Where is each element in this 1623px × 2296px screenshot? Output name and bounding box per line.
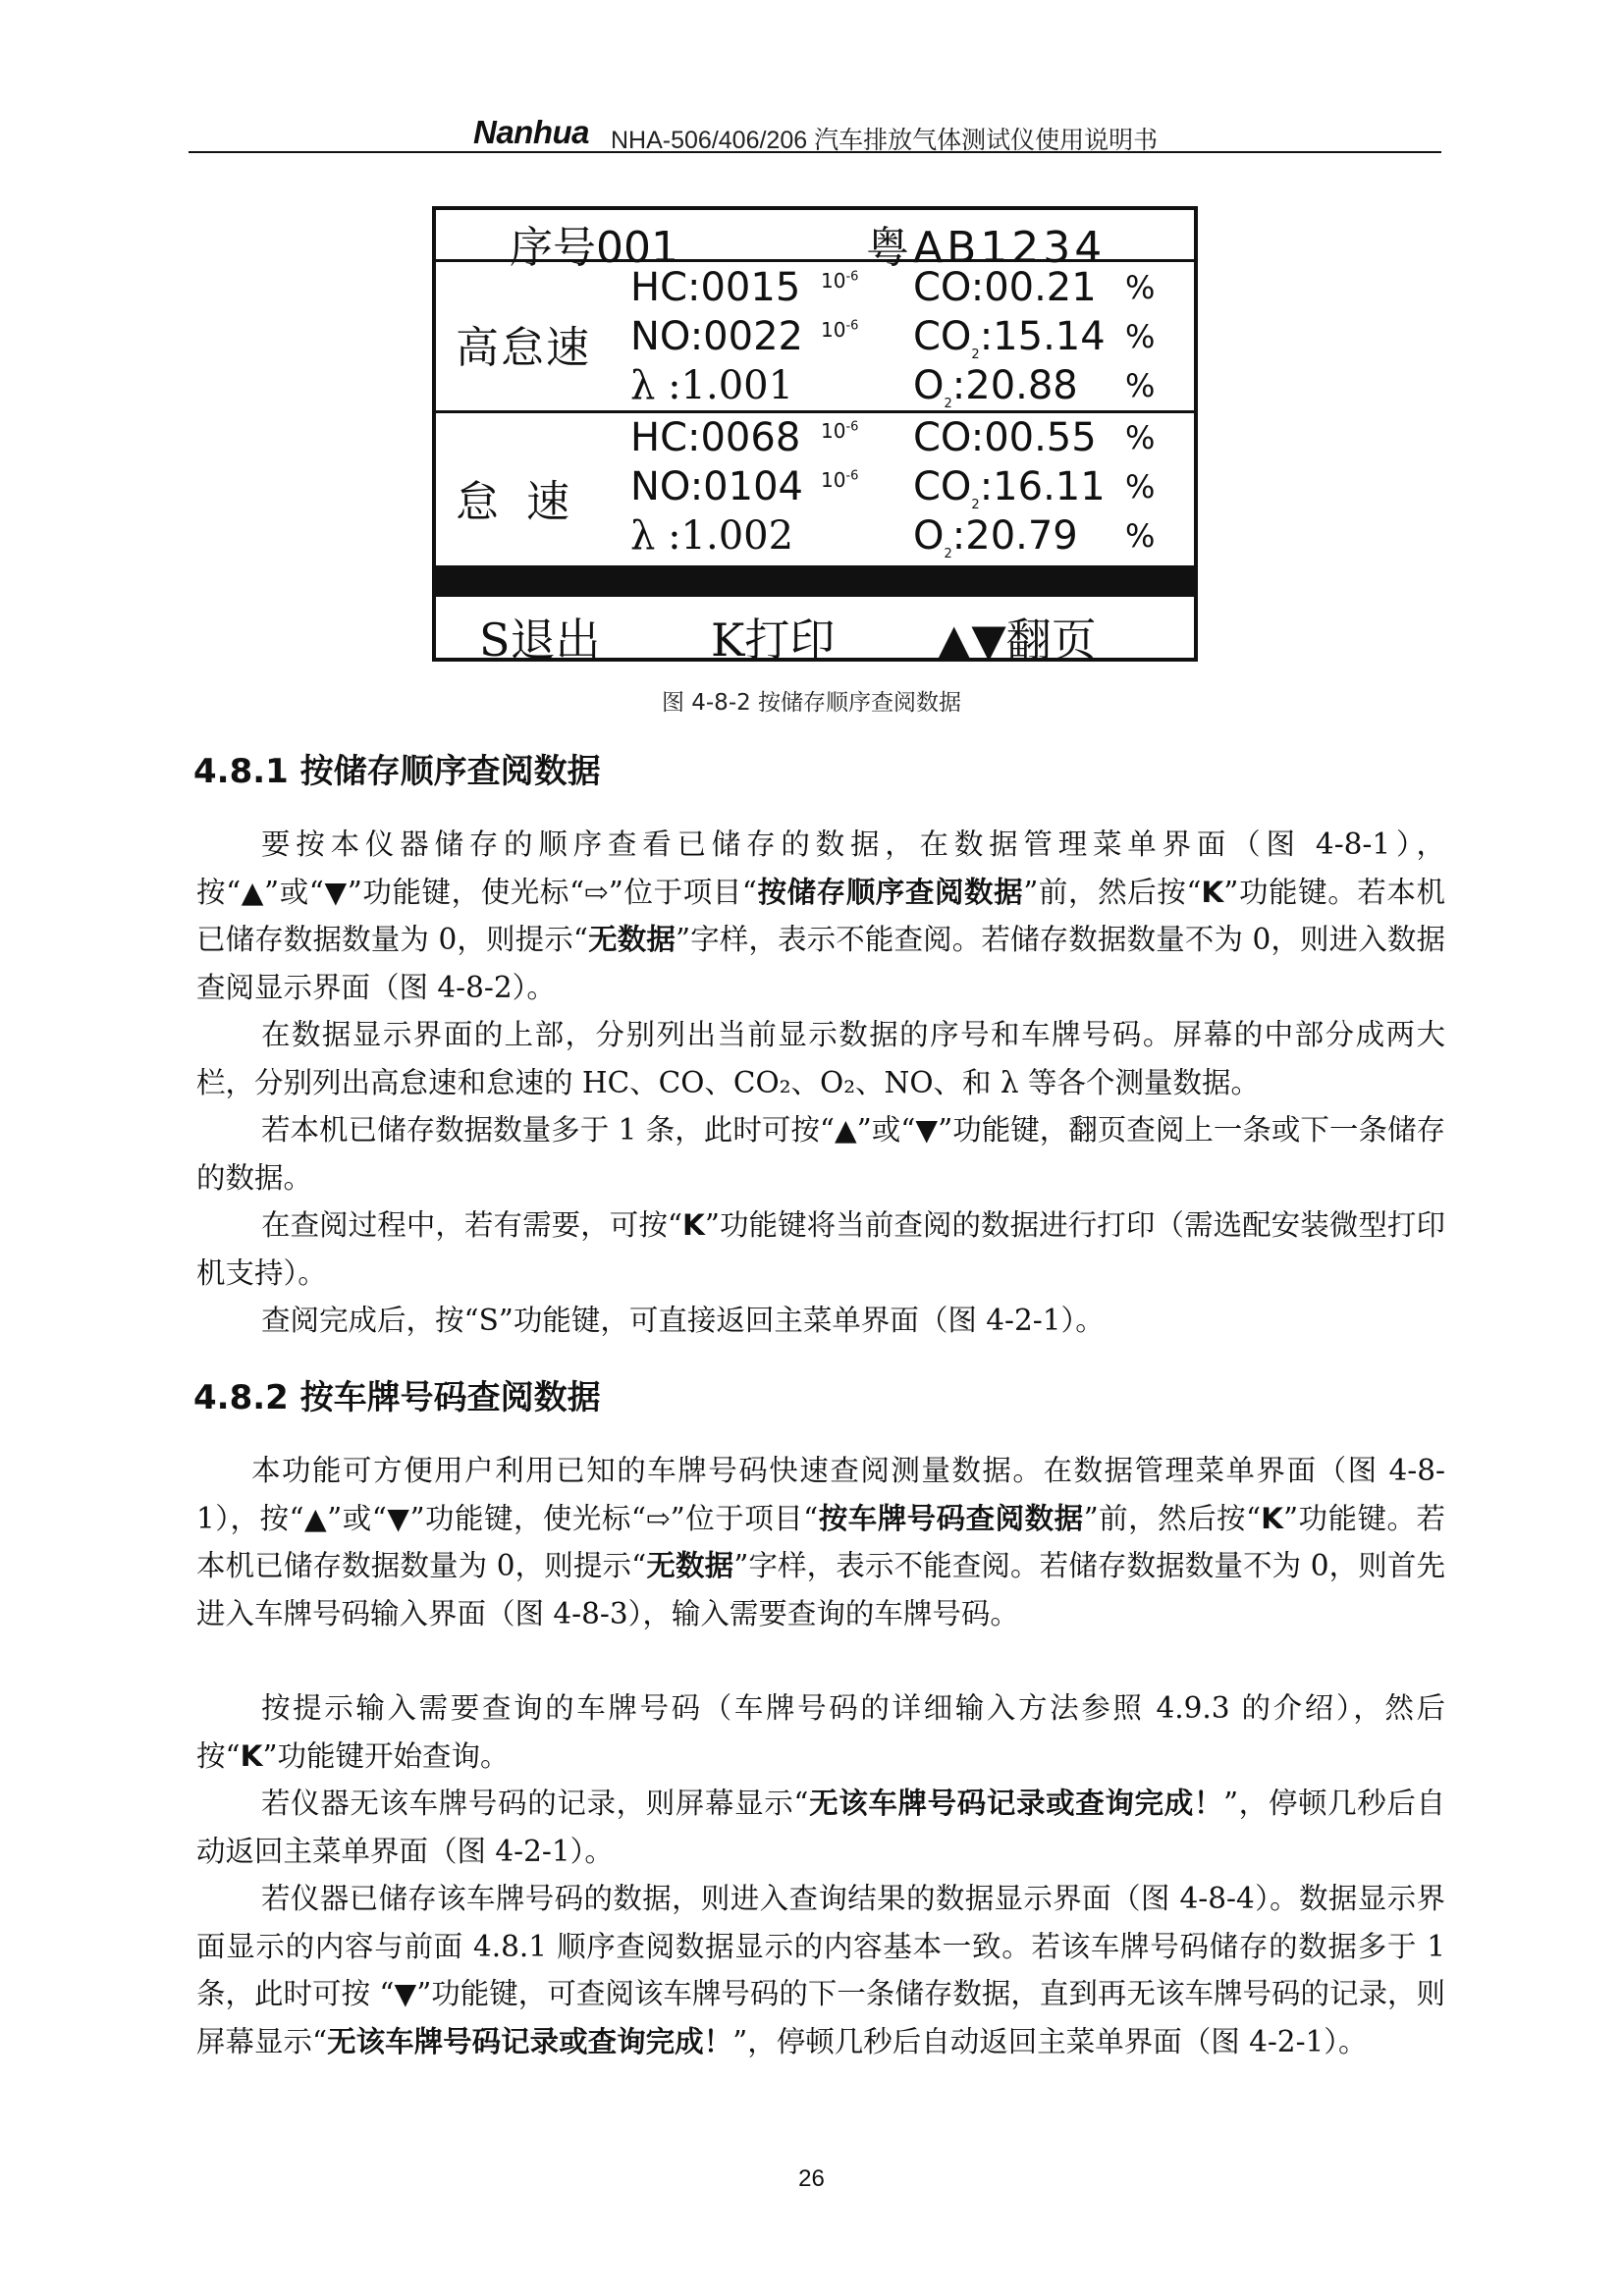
lcd-idle-section bbox=[436, 413, 1194, 564]
lcd-exit-key-label: S退出 bbox=[479, 614, 601, 667]
lcd-plate-number: 粤AB1234 bbox=[866, 223, 1107, 273]
section-heading-4-8-2: 4.8.2 按车牌号码查阅数据 bbox=[193, 1378, 601, 1417]
paragraph: 在查阅过程中，若有需要，可按“K”功能键将当前查阅的数据进行打印（需选配安装微型打印机支持）。 bbox=[196, 1208, 1445, 1290]
paragraph: 若本机已储存数据数量多于 1 条，此时可按“▲”或“▼”功能键，翻页查阅上一条或下一条储存的数据。 bbox=[196, 1113, 1445, 1195]
paragraph: 若仪器无该车牌号码的记录，则屏幕显示“无该车牌号码记录或查询完成！”，停顿几秒后自动返回主菜单界面（图 4-2-1）。 bbox=[196, 1787, 1445, 1868]
lcd-ppm-unit: $10^{-6}$ bbox=[821, 419, 859, 443]
lcd-high-idle-hc: HC:0015 bbox=[630, 265, 801, 310]
lcd-idle-co: CO:00.55 bbox=[913, 415, 1097, 460]
paragraph: 在数据显示界面的上部，分别列出当前显示数据的序号和车牌号码。屏幕的中部分成两大栏，分别列出高怠速和怠速的 HC、CO、CO₂、O₂、NO、和 λ 等各个测量数据。 bbox=[196, 1018, 1445, 1099]
paragraph: 若仪器已储存该车牌号码的数据，则进入查询结果的数据显示界面（图 4-8-4）。数据显示界面显示的内容与前面 4.8.1 顺序查阅数据显示的内容基本一致。若该车牌号码储存的数据多于 1 条，此时可按 “▼”功能键，可查阅该车牌号码的下一条储存数据，直到再无该车牌号码的记录，则屏幕显示“无该车牌号码记录或查询完成！”，停顿几秒后自动返回主菜单界面（图 4-2-1）。 bbox=[196, 1882, 1445, 2058]
lcd-page-key-label: ▲▼翻页 bbox=[937, 614, 1097, 667]
lcd-percent-unit: % bbox=[1125, 468, 1156, 506]
paragraph: 本功能可方便用户利用已知的车牌号码快速查阅测量数据。在数据管理菜单界面（图 4-8-1），按“▲”或“▼”功能键，使光标“⇨”位于项目“按车牌号码查阅数据”前，然后按“K”功能键。若本机已储存数据数量为 0，则提示“无数据”字样，表示不能查阅。若储存数据数量不为 0，则首先进入车牌号码输入界面（图 4-8-3），输入需要查询的车牌号码。 bbox=[196, 1454, 1445, 1630]
lcd-high-idle-label: 高怠速 bbox=[456, 323, 591, 373]
lcd-percent-unit: % bbox=[1125, 269, 1156, 306]
lcd-idle-o2: $O_2:20.79$ bbox=[913, 513, 1078, 561]
lcd-idle-label: 怠速 bbox=[456, 477, 597, 527]
lcd-ppm-unit: $10^{-6}$ bbox=[821, 318, 859, 342]
lcd-serial-number: 序号001 bbox=[510, 223, 678, 273]
lcd-high-idle-no: NO:0022 bbox=[630, 314, 803, 359]
lcd-top-row bbox=[436, 210, 1194, 273]
lcd-idle-no: NO:0104 bbox=[630, 464, 803, 509]
lcd-high-idle-co2: $CO_2:15.14$ bbox=[913, 314, 1106, 362]
section-heading-4-8-1: 4.8.1 按储存顺序查阅数据 bbox=[193, 752, 601, 791]
nanhua-logo: Nanhua bbox=[473, 114, 590, 150]
lcd-percent-unit: % bbox=[1125, 419, 1156, 456]
lcd-idle-co2: $CO_2:16.11$ bbox=[913, 464, 1106, 512]
paragraph: 按提示输入需要查询的车牌号码（车牌号码的详细输入方法参照 4.9.3 的介绍），然后按“K”功能键开始查询。 bbox=[196, 1691, 1445, 1773]
lcd-ppm-unit: $10^{-6}$ bbox=[821, 269, 859, 293]
page-header bbox=[189, 112, 1441, 153]
lcd-high-idle-co: CO:00.21 bbox=[913, 265, 1097, 310]
lcd-idle-lambda: λ :1.002 bbox=[630, 513, 794, 559]
paragraph: 要按本仪器储存的顺序查看已储存的数据，在数据管理菜单界面（图 4-8-1），按“▲”或“▼”功能键，使光标“⇨”位于项目“按储存顺序查阅数据”前，然后按“K”功能键。若本机已储存数据数量为 0，则提示“无数据”字样，表示不能查阅。若储存数据数量不为 0，则进入数据查阅显示界面（图 4-8-2）。 bbox=[196, 828, 1445, 1004]
lcd-footer-keys bbox=[436, 603, 1194, 667]
document-title: NHA-506/406/206 汽车排放气体测试仪使用说明书 bbox=[611, 127, 1159, 154]
page-number: 26 bbox=[798, 2165, 825, 2192]
lcd-percent-unit: % bbox=[1125, 318, 1156, 355]
lcd-high-idle-o2: $O_2:20.88$ bbox=[913, 363, 1078, 411]
lcd-print-key-label: K打印 bbox=[711, 614, 836, 667]
figure-caption: 图 4-8-2 按储存顺序查阅数据 bbox=[661, 690, 962, 716]
lcd-high-idle-section bbox=[436, 259, 1194, 413]
lcd-ppm-unit: $10^{-6}$ bbox=[821, 468, 859, 492]
lcd-percent-unit: % bbox=[1125, 367, 1156, 404]
lcd-percent-unit: % bbox=[1125, 517, 1156, 555]
lcd-high-idle-lambda: λ :1.001 bbox=[630, 363, 794, 408]
paragraph: 查阅完成后，按“S”功能键，可直接返回主菜单界面（图 4-2-1）。 bbox=[261, 1304, 1105, 1337]
lcd-status-bar bbox=[436, 565, 1194, 597]
lcd-idle-hc: HC:0068 bbox=[630, 415, 801, 460]
lcd-screen-figure bbox=[432, 206, 1198, 667]
